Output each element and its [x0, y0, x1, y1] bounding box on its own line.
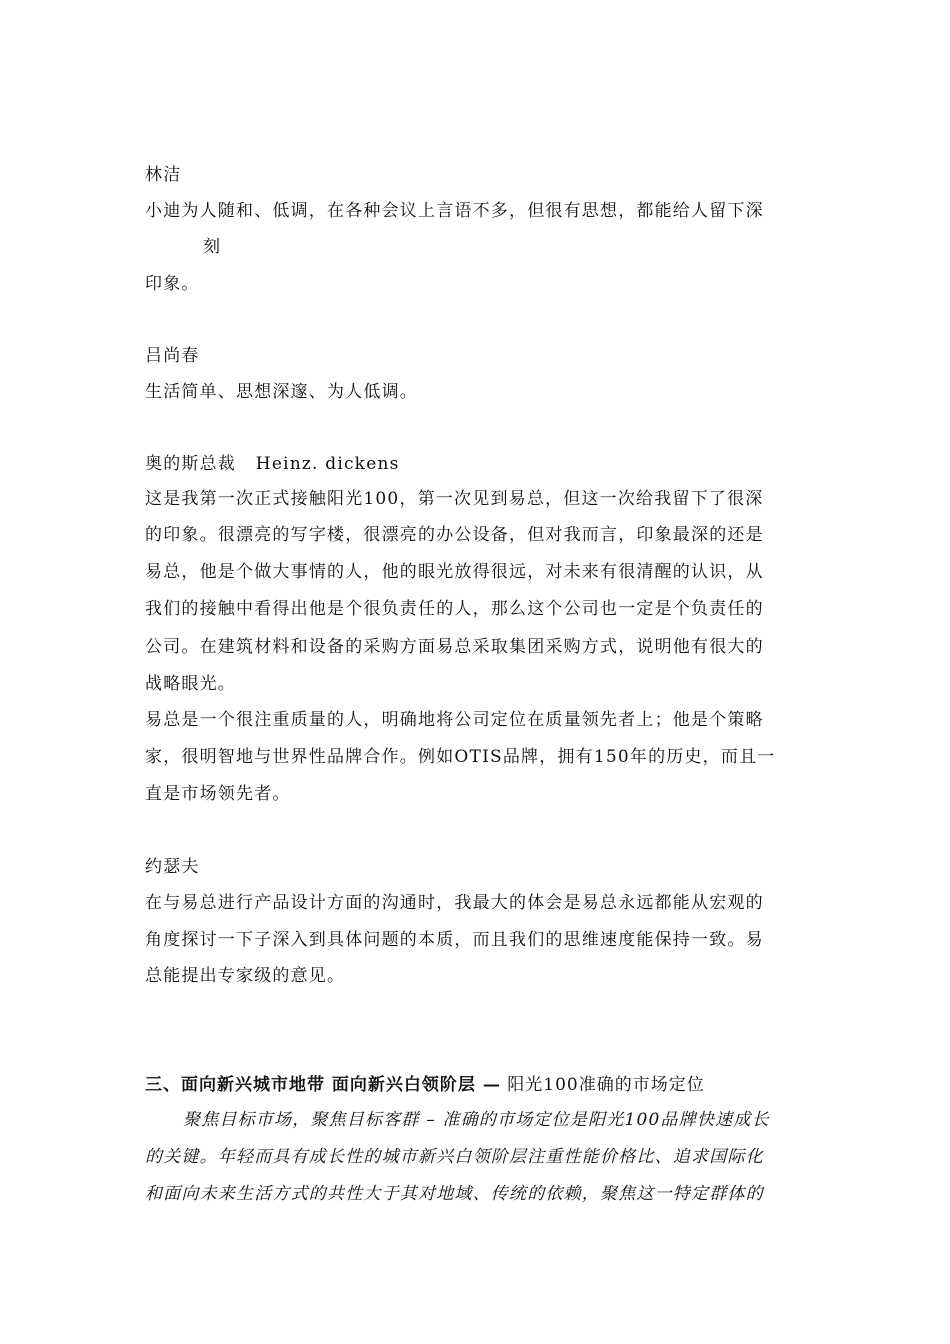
- speaker-name-lv-shangchun: 吕尚春: [145, 346, 200, 366]
- quote-line: 生活简单、思想深邃、为人低调。: [145, 382, 418, 402]
- quote-line: 战略眼光。: [145, 674, 236, 694]
- quote-line: 易总是一个很注重质量的人，明确地将公司定位在质量领先者上；他是个策略: [145, 710, 764, 730]
- quote-line: 公司。在建筑材料和设备的采购方面易总采取集团采购方式，说明他有很大的: [145, 637, 764, 657]
- quote-line: 这是我第一次正式接触阳光100，第一次见到易总，但这一次给我留下了很深: [145, 489, 764, 509]
- quote-line: 我们的接触中看得出他是个很负责任的人，那么这个公司也一定是个负责任的: [145, 599, 764, 619]
- section-heading-plain: 阳光100准确的市场定位: [500, 1075, 705, 1095]
- quote-line: 易总，他是个做大事情的人，他的眼光放得很远，对未来有很清醒的认识，从: [145, 562, 764, 582]
- quote-line: 家，很明智地与世界性品牌合作。例如OTIS品牌，拥有150年的历史，而且一: [145, 747, 776, 767]
- quote-line: 的印象。很漂亮的写字楼，很漂亮的办公设备，但对我而言，印象最深的还是: [145, 525, 764, 545]
- quote-line: 小迪为人随和、低调，在各种会议上言语不多，但很有思想，都能给人留下深: [145, 201, 764, 221]
- speaker-name-lin-jie: 林洁: [145, 165, 182, 185]
- body-line: 和面向未来生活方式的共性大于其对地域、传统的依赖，聚焦这一特定群体的: [145, 1184, 764, 1204]
- quote-line: 角度探讨一下子深入到具体问题的本质，而且我们的思维速度能保持一致。易: [145, 930, 764, 950]
- quote-line: 总能提出专家级的意见。: [145, 966, 346, 986]
- quote-line: 在与易总进行产品设计方面的沟通时，我最大的体会是易总永远都能从宏观的: [145, 893, 764, 913]
- quote-line: 直是市场领先者。: [145, 784, 291, 804]
- body-line: 的关键。年轻而具有成长性的城市新兴白领阶层注重性能价格比、追求国际化: [145, 1147, 764, 1167]
- section-heading-bold: 三、面向新兴城市地带 面向新兴白领阶层 —: [145, 1075, 501, 1095]
- speaker-name-otis: 奥的斯总裁 Heinz. dickens: [145, 454, 400, 474]
- speaker-name-joseph: 约瑟夫: [145, 857, 200, 877]
- quote-line-wrap: 刻: [203, 237, 222, 257]
- body-line: 聚焦目标市场，聚焦目标客群 – 准确的市场定位是阳光100品牌快速成长: [183, 1110, 770, 1130]
- section-heading: [145, 1073, 705, 1097]
- quote-line: 印象。: [145, 274, 200, 294]
